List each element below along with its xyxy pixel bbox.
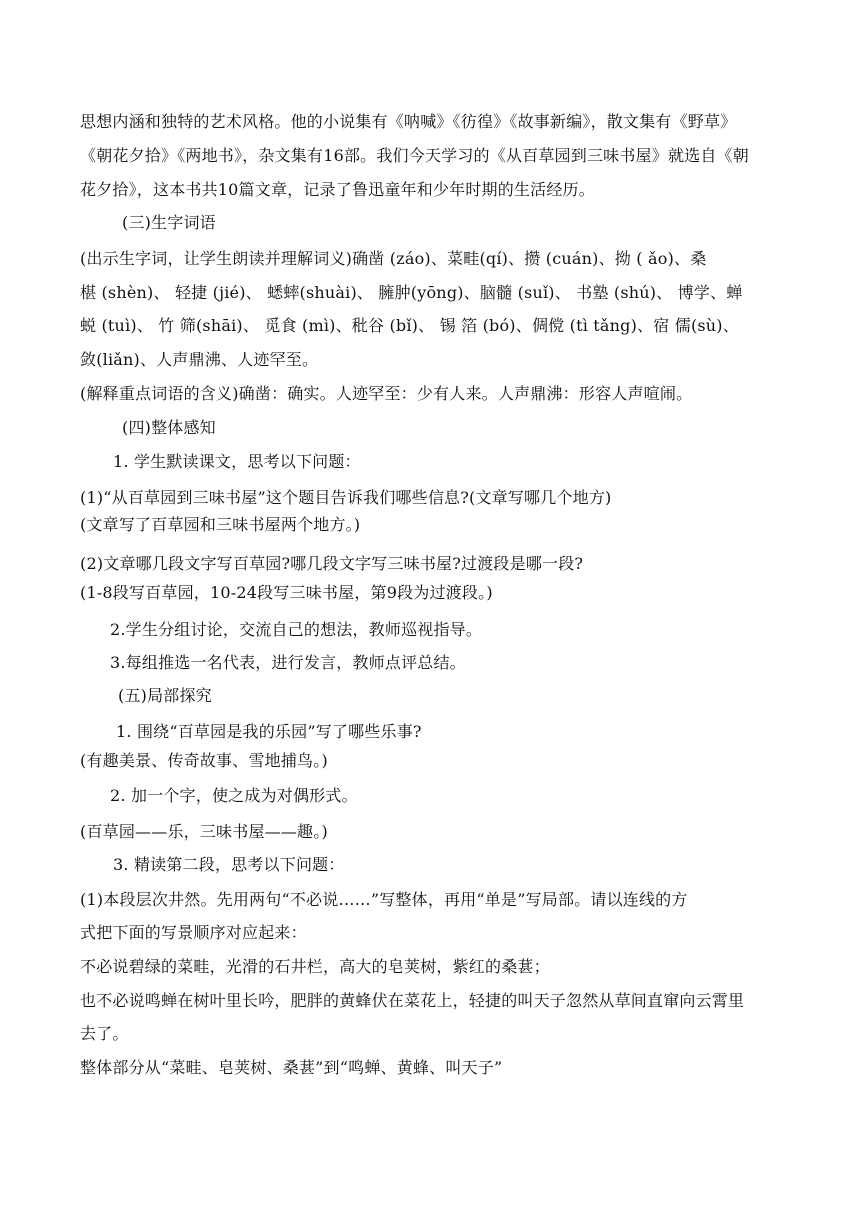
paragraph-line: (解释重点词语的含义)确凿：确实。人迹罕至：少有人来。人声鼎沸：形容人声喧闹。 xyxy=(80,384,693,403)
paragraph-line: 蜕 (tuì)、 竹 筛(shāi)、 觅食 (mì)、秕谷 (bǐ)、 锡 箔 (bó)、倜傥 (tì tǎng)、宿 儒(sù)、 xyxy=(80,316,739,335)
question-line: (2)文章哪几段文字写百草园?哪几段文字写三味书屋?过渡段是哪一段? xyxy=(80,554,584,573)
paragraph-line: 思想内涵和独特的艺术风格。他的小说集有《呐喊》《彷徨》《故事新编》，散文集有《野草》 xyxy=(80,112,737,131)
answer-line: (文章写了百草园和三味书屋两个地方。) xyxy=(80,515,361,534)
paragraph-line: 花夕拾》，这本书共10篇文章，记录了鲁迅童年和少年时期的生活经历。 xyxy=(80,180,595,199)
paragraph-line: 椹 (shèn)、 轻捷 (jié)、 蟋蟀(shuài)、 臃肿(yōng)、脑髓 (suǐ)、 书塾 (shú)、 博学、蝉 xyxy=(80,283,743,302)
paragraph-line: 不必说碧绿的菜畦，光滑的石井栏，高大的皂荚树，紫红的桑葚； xyxy=(80,957,550,976)
list-item: 3.每组推选一名代表，进行发言，教师点评总结。 xyxy=(110,653,466,672)
list-item: 2. 加一个字，使之成为对偶形式。 xyxy=(110,786,358,805)
paragraph-line: 《朝花夕拾》《两地书》，杂文集有16部。我们今天学习的《从百草园到三味书屋》就选自《朝 xyxy=(80,146,749,165)
question-line: (1)本段层次井然。先用两句“不必说……”写整体，再用“单是”写局部。请以连线的方 xyxy=(80,890,688,909)
paragraph-line: 也不必说鸣蝉在树叶里长吟，肥胖的黄蜂伏在菜花上，轻捷的叫天子忽然从草间直窜向云霄里 xyxy=(80,991,745,1010)
answer-line: (百草园——乐，三味书屋——趣。) xyxy=(80,822,328,841)
section-heading: (四)整体感知 xyxy=(122,418,216,437)
paragraph-line: 式把下面的写景顺序对应起来： xyxy=(80,923,307,942)
list-item: 3. 精读第二段，思考以下问题： xyxy=(113,855,345,874)
answer-line: (有趣美景、传奇故事、雪地捕鸟。) xyxy=(80,751,328,770)
list-item: 1. 学生默读课文，思考以下问题： xyxy=(113,452,361,471)
question-line: (1)“从百草园到三味书屋”这个题目告诉我们哪些信息?(文章写哪几个地方) xyxy=(80,488,612,507)
section-heading: (三)生字词语 xyxy=(122,213,216,232)
section-heading: (五)局部探究 xyxy=(118,686,212,705)
answer-line: (1-8段写百草园，10-24段写三味书屋，第9段为过渡段。) xyxy=(80,583,493,602)
paragraph-line: 敛(liǎn)、人声鼎沸、人迹罕至。 xyxy=(80,350,319,369)
paragraph-line: 去了。 xyxy=(80,1024,129,1043)
list-item: 1. 围绕“百草园是我的乐园”写了哪些乐事? xyxy=(116,722,422,741)
paragraph-line: 整体部分从“菜畦、皂荚树、桑葚”到“鸣蝉、黄蜂、叫天子” xyxy=(80,1058,503,1077)
paragraph-line: (出示生字词，让学生朗读并理解词义)确凿 (záo)、菜畦(qí)、攒 (cuán)、拗 ( ǎo)、桑 xyxy=(80,249,707,268)
list-item: 2.学生分组讨论，交流自己的想法，教师巡视指导。 xyxy=(110,620,483,639)
